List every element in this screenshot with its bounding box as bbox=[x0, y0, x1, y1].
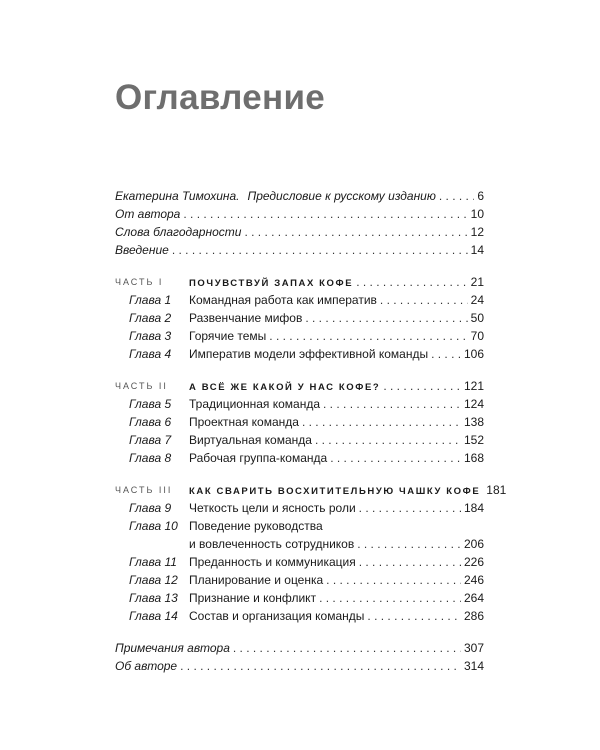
toc-chapter-9[interactable] bbox=[115, 499, 484, 517]
chapter-page: 184 bbox=[463, 501, 484, 515]
part-page: 21 bbox=[470, 275, 484, 289]
chapter-page: 152 bbox=[463, 433, 484, 447]
toc-entry-author-notes[interactable] bbox=[115, 639, 484, 657]
dot-leader bbox=[183, 205, 467, 223]
toc-chapter-12[interactable] bbox=[115, 571, 484, 589]
chapter-label: Глава 2 bbox=[129, 311, 172, 325]
entry-title: Примечания автора bbox=[115, 641, 230, 655]
toc-chapter-2[interactable] bbox=[115, 309, 484, 327]
chapter-label: Глава 5 bbox=[129, 397, 172, 411]
chapter-title-line2: и вовлеченность сотрудников bbox=[189, 537, 355, 551]
dot-leader bbox=[359, 553, 461, 571]
page-title: Оглавление bbox=[115, 78, 326, 117]
toc-chapter-8[interactable] bbox=[115, 449, 484, 467]
part-label: ЧАСТЬ II bbox=[115, 381, 168, 391]
dot-leader bbox=[315, 431, 461, 449]
chapter-page: 168 bbox=[463, 451, 484, 465]
chapter-title: Преданность и коммуникация bbox=[189, 555, 356, 569]
chapter-label: Глава 11 bbox=[129, 555, 177, 569]
toc-chapter-11[interactable] bbox=[115, 553, 484, 571]
dot-leader bbox=[302, 413, 461, 431]
chapter-title: Признание и конфликт bbox=[189, 591, 317, 605]
dot-leader bbox=[180, 657, 461, 675]
toc-chapter-13[interactable] bbox=[115, 589, 484, 607]
dot-leader bbox=[383, 377, 461, 395]
table-of-contents bbox=[115, 187, 507, 675]
dot-leader bbox=[356, 273, 467, 291]
toc-chapter-6[interactable] bbox=[115, 413, 484, 431]
part-title: КАК СВАРИТЬ ВОСХИТИТЕЛЬНУЮ ЧАШКУ КОФЕ bbox=[189, 486, 481, 497]
chapter-page: 246 bbox=[463, 573, 484, 587]
toc-entry-about-author[interactable] bbox=[115, 657, 484, 675]
dot-leader bbox=[305, 309, 467, 327]
dot-leader bbox=[244, 223, 467, 241]
chapter-page: 286 bbox=[463, 609, 484, 623]
chapter-page: 24 bbox=[470, 293, 484, 307]
toc-chapter-14[interactable] bbox=[115, 607, 484, 625]
chapter-title: Состав и организация команды bbox=[189, 609, 365, 623]
chapter-title: Проектная команда bbox=[189, 415, 299, 429]
dot-leader bbox=[357, 535, 461, 553]
entry-page: 6 bbox=[477, 189, 484, 203]
entry-page: 314 bbox=[463, 659, 484, 673]
dot-leader bbox=[439, 187, 474, 205]
toc-entry-acknowledgements[interactable] bbox=[115, 223, 484, 241]
toc-chapter-7[interactable] bbox=[115, 431, 484, 449]
chapter-page: 50 bbox=[470, 311, 484, 325]
chapter-title: Четкость цели и ясность роли bbox=[189, 501, 356, 515]
chapter-label: Глава 12 bbox=[129, 573, 178, 587]
toc-entry-preface[interactable] bbox=[115, 187, 484, 205]
part-page: 121 bbox=[463, 379, 484, 393]
toc-chapter-4[interactable] bbox=[115, 345, 484, 363]
dot-leader bbox=[233, 639, 461, 657]
toc-part-3[interactable] bbox=[115, 481, 507, 499]
chapter-label: Глава 9 bbox=[129, 501, 172, 515]
part-title: ПОЧУВСТВУЙ ЗАПАХ КОФЕ bbox=[189, 278, 354, 289]
entry-page: 14 bbox=[470, 243, 484, 257]
chapter-label: Глава 8 bbox=[129, 451, 172, 465]
chapter-label: Глава 1 bbox=[129, 293, 172, 307]
entry-title: Слова благодарности bbox=[115, 225, 242, 239]
chapter-title: Поведение руководства bbox=[189, 519, 323, 533]
chapter-title: Командная работа как императив bbox=[189, 293, 377, 307]
entry-title: Введение bbox=[115, 243, 169, 257]
toc-part-2[interactable] bbox=[115, 377, 484, 395]
entry-page: 10 bbox=[470, 207, 484, 221]
chapter-title: Развенчание мифов bbox=[189, 311, 303, 325]
entry-title: Предисловие к русскому изданию bbox=[247, 189, 436, 203]
part-label: ЧАСТЬ I bbox=[115, 277, 164, 287]
chapter-page: 106 bbox=[463, 347, 484, 361]
chapter-page: 138 bbox=[463, 415, 484, 429]
chapter-title: Традиционная команда bbox=[189, 397, 321, 411]
chapter-page: 124 bbox=[463, 397, 484, 411]
dot-leader bbox=[367, 607, 461, 625]
chapter-page: 206 bbox=[463, 537, 484, 551]
part-label: ЧАСТЬ III bbox=[115, 485, 173, 495]
toc-chapter-5[interactable] bbox=[115, 395, 484, 413]
part-page: 181 bbox=[486, 483, 507, 497]
dot-leader bbox=[319, 589, 461, 607]
toc-entry-from-author[interactable] bbox=[115, 205, 484, 223]
chapter-label: Глава 10 bbox=[129, 519, 178, 533]
chapter-title: Императив модели эффективной команды bbox=[189, 347, 429, 361]
dot-leader bbox=[330, 449, 461, 467]
entry-title: От автора bbox=[115, 207, 181, 221]
dot-leader bbox=[431, 345, 461, 363]
chapter-title: Рабочая группа-команда bbox=[189, 451, 328, 465]
chapter-label: Глава 13 bbox=[129, 591, 178, 605]
chapter-label: Глава 7 bbox=[129, 433, 172, 447]
toc-part-1[interactable] bbox=[115, 273, 484, 291]
entry-author: Екатерина Тимохина. bbox=[115, 189, 240, 203]
dot-leader bbox=[172, 241, 468, 259]
entry-page: 12 bbox=[470, 225, 484, 239]
entry-title: Об авторе bbox=[115, 659, 178, 673]
part-title: А ВСЁ ЖЕ КАКОЙ У НАС КОФЕ? bbox=[189, 382, 381, 393]
chapter-title: Планирование и оценка bbox=[189, 573, 324, 587]
chapter-title: Виртуальная команда bbox=[189, 433, 312, 447]
chapter-page: 264 bbox=[463, 591, 484, 605]
toc-chapter-3[interactable] bbox=[115, 327, 484, 345]
dot-leader bbox=[269, 327, 467, 345]
chapter-page: 226 bbox=[463, 555, 484, 569]
chapter-title: Горячие темы bbox=[189, 329, 267, 343]
toc-chapter-10[interactable] bbox=[115, 517, 484, 553]
dot-leader bbox=[359, 499, 461, 517]
toc-chapter-1[interactable] bbox=[115, 291, 484, 309]
chapter-label: Глава 3 bbox=[129, 329, 172, 343]
dot-leader bbox=[326, 571, 461, 589]
entry-page: 307 bbox=[463, 641, 484, 655]
chapter-label: Глава 14 bbox=[129, 609, 178, 623]
chapter-page: 70 bbox=[470, 329, 484, 343]
toc-entry-introduction[interactable] bbox=[115, 241, 484, 259]
dot-leader bbox=[380, 291, 468, 309]
dot-leader bbox=[323, 395, 461, 413]
chapter-label: Глава 4 bbox=[129, 347, 172, 361]
chapter-label: Глава 6 bbox=[129, 415, 172, 429]
